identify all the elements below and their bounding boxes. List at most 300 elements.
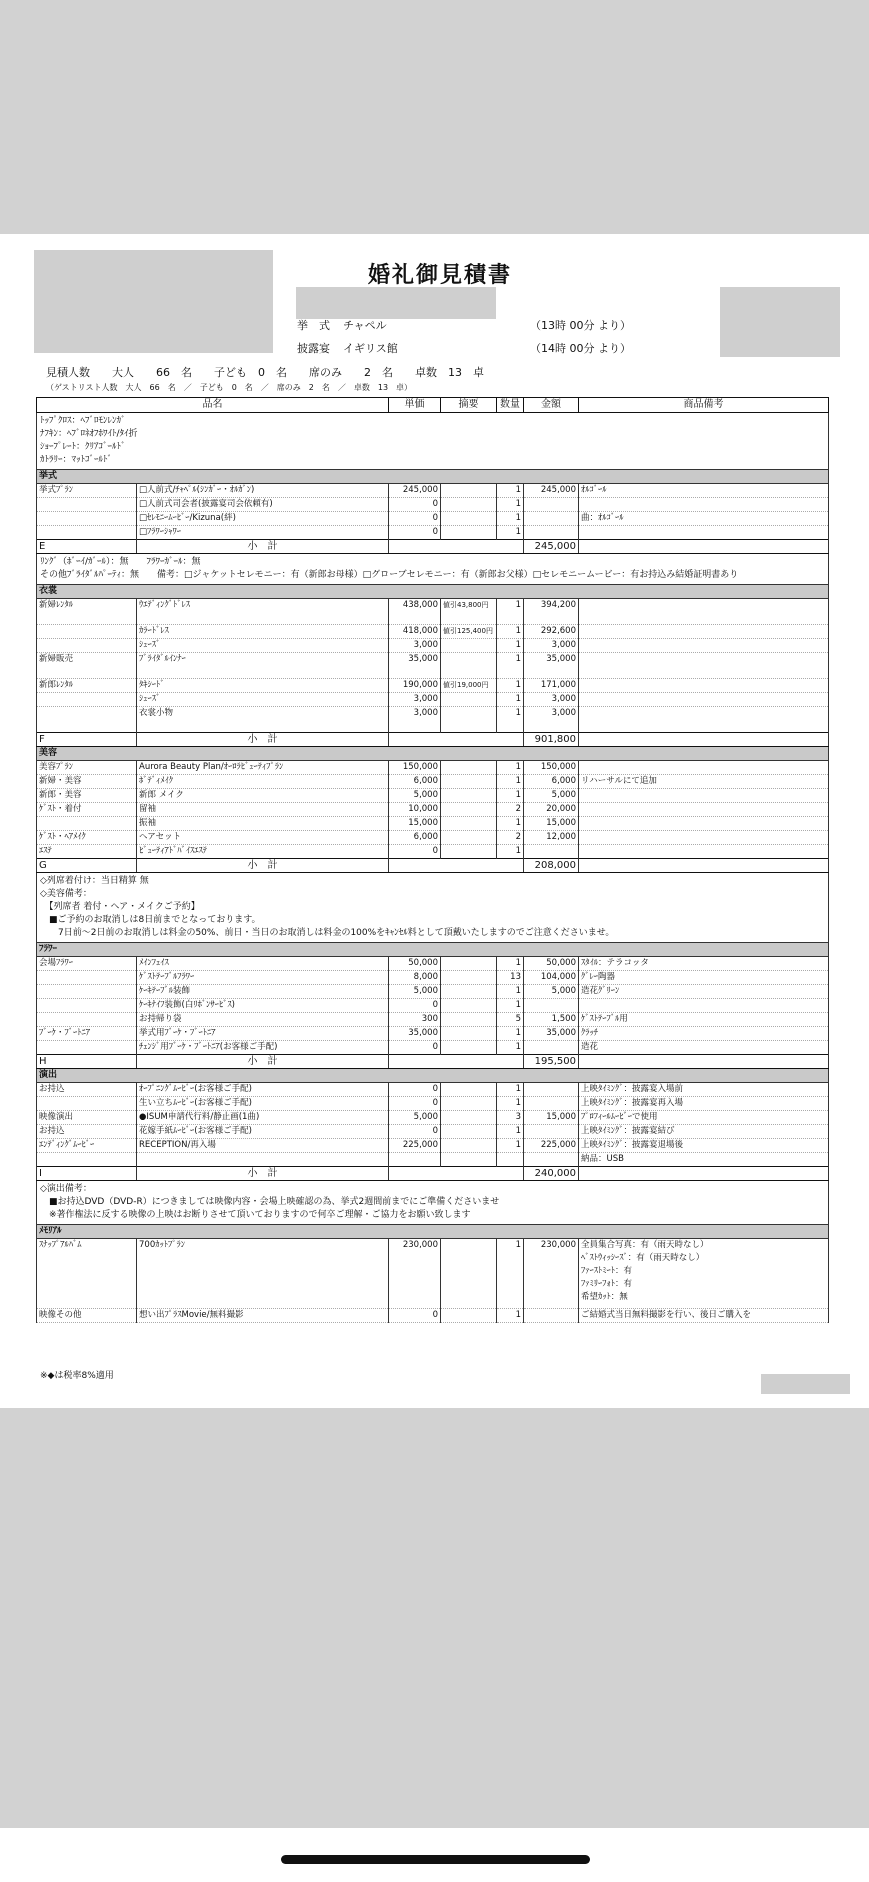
table-row <box>37 999 829 1013</box>
ceremony-venue: チャペル <box>343 319 387 332</box>
ceremony-time: （13時 00分 より） <box>530 319 631 332</box>
section-header-kyoshiki <box>37 470 829 484</box>
ceremony-notes-cell <box>37 554 829 585</box>
row-remark <box>579 639 829 653</box>
row-amount <box>524 526 579 540</box>
row-memo <box>441 693 497 707</box>
row-memo <box>441 1239 497 1309</box>
table-setting-notes <box>37 413 829 470</box>
table-row <box>37 1083 829 1097</box>
row-remark: ｽﾀｲﾙ：テラコッタ <box>579 957 829 971</box>
row-memo <box>441 1309 497 1323</box>
reception-time: （14時 00分 より） <box>530 342 631 355</box>
row-amount: 12,000 <box>524 831 579 845</box>
table-row <box>37 789 829 803</box>
subtotal-code: E <box>37 540 137 554</box>
subtotal-remark <box>579 1167 829 1181</box>
row-remark <box>579 526 829 540</box>
row-item-name: 700ｶｯﾄﾌﾟﾗﾝ <box>137 1239 389 1309</box>
subtotal-code: H <box>37 1055 137 1069</box>
row-qty: 1 <box>497 1125 524 1139</box>
row-remark: 造花 <box>579 1041 829 1055</box>
subtotal-label: 小 計 <box>137 540 389 554</box>
note-line: ◇美容備考： <box>40 889 92 899</box>
row-remark <box>579 803 829 817</box>
row-memo <box>441 985 497 999</box>
row-remark <box>579 653 829 679</box>
row-memo <box>441 512 497 526</box>
row-category: ｹﾞｽﾄ・着付 <box>37 803 137 817</box>
top-gray-band <box>0 0 869 234</box>
subtotal-remark <box>579 859 829 873</box>
row-memo: 値引125,400円 <box>441 625 497 639</box>
row-category <box>37 1097 137 1111</box>
row-item-name: ｼｭｰｽﾞ <box>137 693 389 707</box>
row-amount: 394,200 <box>524 599 579 625</box>
note-line: ■ご予約のお取消しは8日前までとなっております。 <box>40 915 261 925</box>
tax-footnote: ※◆は税率8%適用 <box>40 1371 114 1381</box>
estimate-table <box>36 397 829 1323</box>
row-remark <box>579 679 829 693</box>
row-amount: 15,000 <box>524 817 579 831</box>
row-memo <box>441 761 497 775</box>
row-memo <box>441 1097 497 1111</box>
row-unit-price: 230,000 <box>389 1239 441 1309</box>
row-category: ｴﾝﾃﾞｨﾝｸﾞﾑｰﾋﾞｰ <box>37 1139 137 1153</box>
ceremony-notes <box>37 554 829 585</box>
redacted-venue-block <box>296 287 496 319</box>
row-item-name: ﾎﾞﾃﾞｨﾒｲｸ <box>137 775 389 789</box>
table-row <box>37 1111 829 1125</box>
table-row <box>37 693 829 707</box>
row-qty: 1 <box>497 761 524 775</box>
subtotal-row-biyo <box>37 859 829 873</box>
row-amount <box>524 1153 579 1167</box>
row-unit-price: 0 <box>389 1041 441 1055</box>
row-category: 挙式ﾌﾟﾗﾝ <box>37 484 137 498</box>
section-header-isho <box>37 585 829 599</box>
row-item-name: ﾋﾞｭｰﾃｨｱﾄﾞﾊﾞｲｽｴｽﾃ <box>137 845 389 859</box>
row-amount: 1,500 <box>524 1013 579 1027</box>
row-amount: 245,000 <box>524 484 579 498</box>
subtotal-code: F <box>37 733 137 747</box>
section-name: 美容 <box>37 747 829 761</box>
section-name: ﾒﾓﾘｱﾙ <box>37 1225 829 1239</box>
row-memo <box>441 1083 497 1097</box>
table-header-row <box>37 398 829 413</box>
note-line: ◇列席着付け：当日精算 無 <box>40 876 149 886</box>
table-row <box>37 985 829 999</box>
row-remark <box>579 845 829 859</box>
row-item-name: RECEPTION/再入場 <box>137 1139 389 1153</box>
row-memo <box>441 653 497 679</box>
row-remark: ｵﾙｺﾞｰﾙ <box>579 484 829 498</box>
row-amount: 20,000 <box>524 803 579 817</box>
row-memo <box>441 803 497 817</box>
row-item-name: 挙式用ﾌﾞｰｹ・ﾌﾞｰﾄﾆｱ <box>137 1027 389 1041</box>
row-qty: 1 <box>497 526 524 540</box>
subtotal-amount: 208,000 <box>524 859 579 873</box>
subtotal-spacer <box>389 859 524 873</box>
row-amount: 15,000 <box>524 1111 579 1125</box>
row-memo <box>441 1027 497 1041</box>
subtotal-spacer <box>389 1167 524 1181</box>
row-unit-price: 245,000 <box>389 484 441 498</box>
row-remark: 上映ﾀｲﾐﾝｸﾞ：披露宴入場前 <box>579 1083 829 1097</box>
row-amount <box>524 999 579 1013</box>
row-qty: 1 <box>497 1239 524 1309</box>
col-header-remark: 商品備考 <box>579 398 829 413</box>
row-category: 映像その他 <box>37 1309 137 1323</box>
row-item-name: □人前式/ﾁｬﾍﾟﾙ(ｼﾝｶﾞｰ・ｵﾙｶﾞﾝ) <box>137 484 389 498</box>
row-category: ｴｽﾃ <box>37 845 137 859</box>
section-name: 挙式 <box>37 470 829 484</box>
col-header-memo: 摘要 <box>441 398 497 413</box>
row-unit-price: 3,000 <box>389 707 441 733</box>
row-qty: 1 <box>497 498 524 512</box>
row-memo <box>441 775 497 789</box>
row-item-name: お持帰り袋 <box>137 1013 389 1027</box>
table-row <box>37 775 829 789</box>
subtotal-spacer <box>389 540 524 554</box>
table-row <box>37 679 829 693</box>
row-qty: 1 <box>497 999 524 1013</box>
row-qty: 5 <box>497 1013 524 1027</box>
row-item-name: ｹﾞｽﾄﾃｰﾌﾞﾙﾌﾗﾜｰ <box>137 971 389 985</box>
row-qty: 1 <box>497 1097 524 1111</box>
row-memo: 値引19,000円 <box>441 679 497 693</box>
note-line: ﾅﾌｷﾝ：ﾍﾌﾞﾛﾈｵﾌﾎﾜｲﾄ/ﾀｲ折 <box>40 429 138 439</box>
row-category: 新郎ﾚﾝﾀﾙ <box>37 679 137 693</box>
row-memo <box>441 498 497 512</box>
row-remark <box>579 999 829 1013</box>
row-amount <box>524 1097 579 1111</box>
row-qty: 1 <box>497 845 524 859</box>
row-remark <box>579 761 829 775</box>
row-qty: 3 <box>497 1111 524 1125</box>
note-line: ﾘﾝｸﾞ（ﾎﾞｰｲ/ｶﾞｰﾙ）：無 ﾌﾗﾜｰｶﾞｰﾙ：無 <box>40 557 201 567</box>
row-unit-price: 0 <box>389 498 441 512</box>
row-remark <box>579 693 829 707</box>
row-item-name: ｳｴﾃﾞｨﾝｸﾞﾄﾞﾚｽ <box>137 599 389 625</box>
row-qty: 1 <box>497 1027 524 1041</box>
redacted-footer <box>761 1374 850 1394</box>
row-memo <box>441 639 497 653</box>
row-qty: 1 <box>497 693 524 707</box>
row-category <box>37 817 137 831</box>
row-unit-price: 35,000 <box>389 1027 441 1041</box>
note-line: ■お持込DVD（DVD-R）につきましては映像内容・会場上映確認の為、挙式2週間前までにご準備くださいませ <box>40 1197 500 1207</box>
table-row <box>37 625 829 639</box>
row-category: 会場ﾌﾗﾜｰ <box>37 957 137 971</box>
row-category <box>37 639 137 653</box>
section-header-memorial <box>37 1225 829 1239</box>
row-remark: 上映ﾀｲﾐﾝｸﾞ：披露宴結び <box>579 1125 829 1139</box>
row-amount: 292,600 <box>524 625 579 639</box>
row-amount: 225,000 <box>524 1139 579 1153</box>
row-item-name: ●ISUM申請代行料/静止画(1曲) <box>137 1111 389 1125</box>
row-qty: 1 <box>497 1083 524 1097</box>
row-remark: 納品：USB <box>579 1153 829 1167</box>
row-unit-price: 3,000 <box>389 639 441 653</box>
row-item-name: ﾁｪﾝｼﾞ用ﾌﾞｰｹ・ﾌﾞｰﾄﾆｱ(お客様ご手配) <box>137 1041 389 1055</box>
row-qty: 1 <box>497 653 524 679</box>
row-remark: ｸﾗｯﾁ <box>579 1027 829 1041</box>
table-row <box>37 639 829 653</box>
note-line: ﾄｯﾌﾟｸﾛｽ：ﾍﾌﾞﾛﾓﾝﾚﾝｶﾞ <box>40 416 126 426</box>
table-row <box>37 599 829 625</box>
row-item-name: ｹｰｷﾃｰﾌﾞﾙ装飾 <box>137 985 389 999</box>
row-unit-price: 3,000 <box>389 693 441 707</box>
row-amount: 6,000 <box>524 775 579 789</box>
row-category <box>37 707 137 733</box>
row-unit-price: 150,000 <box>389 761 441 775</box>
row-qty: 1 <box>497 599 524 625</box>
row-item-name: ヘアセット <box>137 831 389 845</box>
subtotal-label: 小 計 <box>137 1055 389 1069</box>
subtotal-code: I <box>37 1167 137 1181</box>
row-category <box>37 498 137 512</box>
row-item-name: ﾌﾞﾗｲﾀﾞﾙｲﾝﾅｰ <box>137 653 389 679</box>
guestlist-line: （ゲストリスト人数 大人 66 名 ／ 子ども 0 名 ／ 席のみ 2 名 ／ 卓数 13 卓） <box>46 383 413 392</box>
row-remark <box>579 831 829 845</box>
row-category: 映像演出 <box>37 1111 137 1125</box>
row-item-name: Aurora Beauty Plan/ｵｰﾛﾗﾋﾞｭｰﾃｨﾌﾟﾗﾝ <box>137 761 389 775</box>
row-unit-price: 0 <box>389 1083 441 1097</box>
row-qty: 1 <box>497 1139 524 1153</box>
row-unit-price: 5,000 <box>389 985 441 999</box>
note-line: 7日前～2日前のお取消しは料金の50%、前日・当日のお取消しは料金の100%をｷｬﾝｾﾙ料として頂戴いたしますのでご注意くださいませ。 <box>40 928 615 938</box>
table-row <box>37 1041 829 1055</box>
row-amount: 230,000 <box>524 1239 579 1309</box>
row-qty: 2 <box>497 803 524 817</box>
row-category <box>37 512 137 526</box>
row-category: お持込 <box>37 1083 137 1097</box>
row-unit-price: 225,000 <box>389 1139 441 1153</box>
row-category: 新婦販売 <box>37 653 137 679</box>
row-remark <box>579 599 829 625</box>
subtotal-remark <box>579 1055 829 1069</box>
row-category: ｹﾞｽﾄ・ﾍｱﾒｲｸ <box>37 831 137 845</box>
headcount-line: 見積人数 大人 66 名 子ども 0 名 席のみ 2 名 卓数 13 卓 <box>46 366 484 379</box>
col-header-qty: 数量 <box>497 398 524 413</box>
row-unit-price: 0 <box>389 845 441 859</box>
row-unit-price: 15,000 <box>389 817 441 831</box>
row-item-name: 振袖 <box>137 817 389 831</box>
row-memo <box>441 1013 497 1027</box>
row-remark: 上映ﾀｲﾐﾝｸﾞ：披露宴再入場 <box>579 1097 829 1111</box>
row-remark: ﾌﾟﾛﾌｨｰﾙﾑｰﾋﾞｰで使用 <box>579 1111 829 1125</box>
table-row <box>37 803 829 817</box>
home-indicator[interactable] <box>281 1855 590 1864</box>
row-unit-price: 8,000 <box>389 971 441 985</box>
bottom-gray-band <box>0 1408 869 1828</box>
row-item-name: ｼｭｰｽﾞ <box>137 639 389 653</box>
note-line: ※著作権法に反する映像の上映はお断りさせて頂いておりますので何卒ご理解・ご協力をお願い致します <box>40 1210 471 1220</box>
row-unit-price: 6,000 <box>389 775 441 789</box>
enshutsu-notes <box>37 1181 829 1225</box>
row-unit-price: 6,000 <box>389 831 441 845</box>
section-name: ﾌﾗﾜｰ <box>37 943 829 957</box>
redacted-customer-block <box>34 250 273 353</box>
row-category: ｽﾅｯﾌﾟｱﾙﾊﾞﾑ <box>37 1239 137 1309</box>
subtotal-amount: 901,800 <box>524 733 579 747</box>
row-memo: 値引43,800円 <box>441 599 497 625</box>
row-memo <box>441 1139 497 1153</box>
row-item-name: ｹｰｷﾅｲﾌ装飾(白ﾘﾎﾞﾝｻｰﾋﾞｽ) <box>137 999 389 1013</box>
row-unit-price <box>389 1153 441 1167</box>
row-category <box>37 999 137 1013</box>
table-row <box>37 512 829 526</box>
subtotal-row-flower <box>37 1055 829 1069</box>
row-category: 新婦ﾚﾝﾀﾙ <box>37 599 137 625</box>
row-qty: 1 <box>497 625 524 639</box>
row-item-name: □ｾﾚﾓﾆｰﾑｰﾋﾞｰ/Kizuna(絆) <box>137 512 389 526</box>
table-row <box>37 484 829 498</box>
col-header-price: 単価 <box>389 398 441 413</box>
subtotal-row-kyoshiki <box>37 540 829 554</box>
row-qty: 1 <box>497 1309 524 1323</box>
row-amount <box>524 1309 579 1323</box>
row-unit-price: 10,000 <box>389 803 441 817</box>
table-row <box>37 1139 829 1153</box>
row-item-name: ｵｰﾌﾟﾆﾝｸﾞﾑｰﾋﾞｰ(お客様ご手配) <box>137 1083 389 1097</box>
row-unit-price: 0 <box>389 1125 441 1139</box>
table-row <box>37 761 829 775</box>
row-category: お持込 <box>37 1125 137 1139</box>
row-qty: 1 <box>497 817 524 831</box>
subtotal-code: G <box>37 859 137 873</box>
row-amount: 50,000 <box>524 957 579 971</box>
note-line: 【列席者 着付・ヘア・メイクご予約】 <box>40 902 200 912</box>
row-qty: 1 <box>497 484 524 498</box>
row-unit-price: 300 <box>389 1013 441 1027</box>
row-remark: ｸﾞﾚｰ陶器 <box>579 971 829 985</box>
reception-label: 披露宴 <box>297 342 330 355</box>
table-row <box>37 817 829 831</box>
table-row <box>37 498 829 512</box>
row-remark: リハーサルにて追加 <box>579 775 829 789</box>
row-memo <box>441 1041 497 1055</box>
row-amount: 35,000 <box>524 1027 579 1041</box>
table-row <box>37 707 829 733</box>
table-row <box>37 1013 829 1027</box>
row-qty: 1 <box>497 679 524 693</box>
row-item-name: 新郎 メイク <box>137 789 389 803</box>
row-remark: 造花ｸﾞﾘｰﾝ <box>579 985 829 999</box>
table-row <box>37 831 829 845</box>
row-unit-price: 418,000 <box>389 625 441 639</box>
subtotal-spacer <box>389 733 524 747</box>
row-unit-price: 190,000 <box>389 679 441 693</box>
row-item-name <box>137 1153 389 1167</box>
row-unit-price: 0 <box>389 1097 441 1111</box>
subtotal-label: 小 計 <box>137 733 389 747</box>
row-qty: 1 <box>497 707 524 733</box>
row-amount <box>524 1125 579 1139</box>
row-item-name: 花嫁手紙ﾑｰﾋﾞｰ(お客様ご手配) <box>137 1125 389 1139</box>
row-item-name: □人前式司会者(披露宴司会依頼有) <box>137 498 389 512</box>
row-remark <box>579 498 829 512</box>
biyo-notes-cell <box>37 873 829 943</box>
note-line: その他ﾌﾞﾗｲﾀﾞﾙﾊﾟｰﾃｨ：無 備考：□ジャケットセレモニー：有（新郎お母様）□グローブセレモニー：有（新郎お父様）□セレモニームービー：有お持込み結婚証明書あり <box>40 570 739 580</box>
row-item-name: ﾒｲﾝﾌｪｲｽ <box>137 957 389 971</box>
row-remark: ｹﾞｽﾄﾃｰﾌﾞﾙ用 <box>579 1013 829 1027</box>
table-row <box>37 1309 829 1323</box>
row-memo <box>441 831 497 845</box>
row-unit-price: 0 <box>389 1309 441 1323</box>
row-amount <box>524 498 579 512</box>
row-qty: 1 <box>497 985 524 999</box>
row-memo <box>441 789 497 803</box>
row-memo <box>441 1111 497 1125</box>
subtotal-amount: 195,500 <box>524 1055 579 1069</box>
subtotal-spacer <box>389 1055 524 1069</box>
redacted-right-block <box>720 287 840 357</box>
row-category <box>37 526 137 540</box>
row-category <box>37 1041 137 1055</box>
table-row <box>37 1239 829 1309</box>
row-amount: 3,000 <box>524 707 579 733</box>
row-category <box>37 1013 137 1027</box>
row-unit-price: 5,000 <box>389 1111 441 1125</box>
row-amount: 104,000 <box>524 971 579 985</box>
row-memo <box>441 971 497 985</box>
row-qty: 1 <box>497 957 524 971</box>
row-amount: 5,000 <box>524 789 579 803</box>
subtotal-amount: 240,000 <box>524 1167 579 1181</box>
row-unit-price: 35,000 <box>389 653 441 679</box>
row-category <box>37 1153 137 1167</box>
row-category <box>37 985 137 999</box>
subtotal-remark <box>579 540 829 554</box>
row-memo <box>441 845 497 859</box>
row-amount: 150,000 <box>524 761 579 775</box>
row-unit-price: 0 <box>389 999 441 1013</box>
table-row <box>37 526 829 540</box>
table-row <box>37 1153 829 1167</box>
subtotal-label: 小 計 <box>137 1167 389 1181</box>
row-amount <box>524 512 579 526</box>
row-amount: 171,000 <box>524 679 579 693</box>
row-unit-price: 0 <box>389 526 441 540</box>
biyo-notes <box>37 873 829 943</box>
row-remark: ご結婚式当日無料撮影を行い、後日ご購入を <box>579 1309 829 1323</box>
row-remark: 曲：ｵﾙｺﾞｰﾙ <box>579 512 829 526</box>
row-memo <box>441 707 497 733</box>
section-header-enshutsu <box>37 1069 829 1083</box>
row-unit-price: 5,000 <box>389 789 441 803</box>
row-memo <box>441 957 497 971</box>
subtotal-row-isho <box>37 733 829 747</box>
row-amount <box>524 1041 579 1055</box>
row-category: ﾌﾞｰｹ・ﾌﾞｰﾄﾆｱ <box>37 1027 137 1041</box>
table-row <box>37 957 829 971</box>
row-remark <box>579 789 829 803</box>
subtotal-amount: 245,000 <box>524 540 579 554</box>
row-qty: 13 <box>497 971 524 985</box>
row-category <box>37 625 137 639</box>
row-amount <box>524 845 579 859</box>
table-row <box>37 845 829 859</box>
row-category: 新婦・美容 <box>37 775 137 789</box>
note-line: ｼｮｰﾌﾟﾚｰﾄ：ｸﾘｱｺﾞｰﾙﾄﾞ <box>40 442 126 452</box>
row-qty: 1 <box>497 1041 524 1055</box>
section-header-biyo <box>37 747 829 761</box>
row-item-name: 想い出ﾌﾟﾗｽMovie/無料撮影 <box>137 1309 389 1323</box>
row-remark <box>579 625 829 639</box>
section-name: 衣裳 <box>37 585 829 599</box>
